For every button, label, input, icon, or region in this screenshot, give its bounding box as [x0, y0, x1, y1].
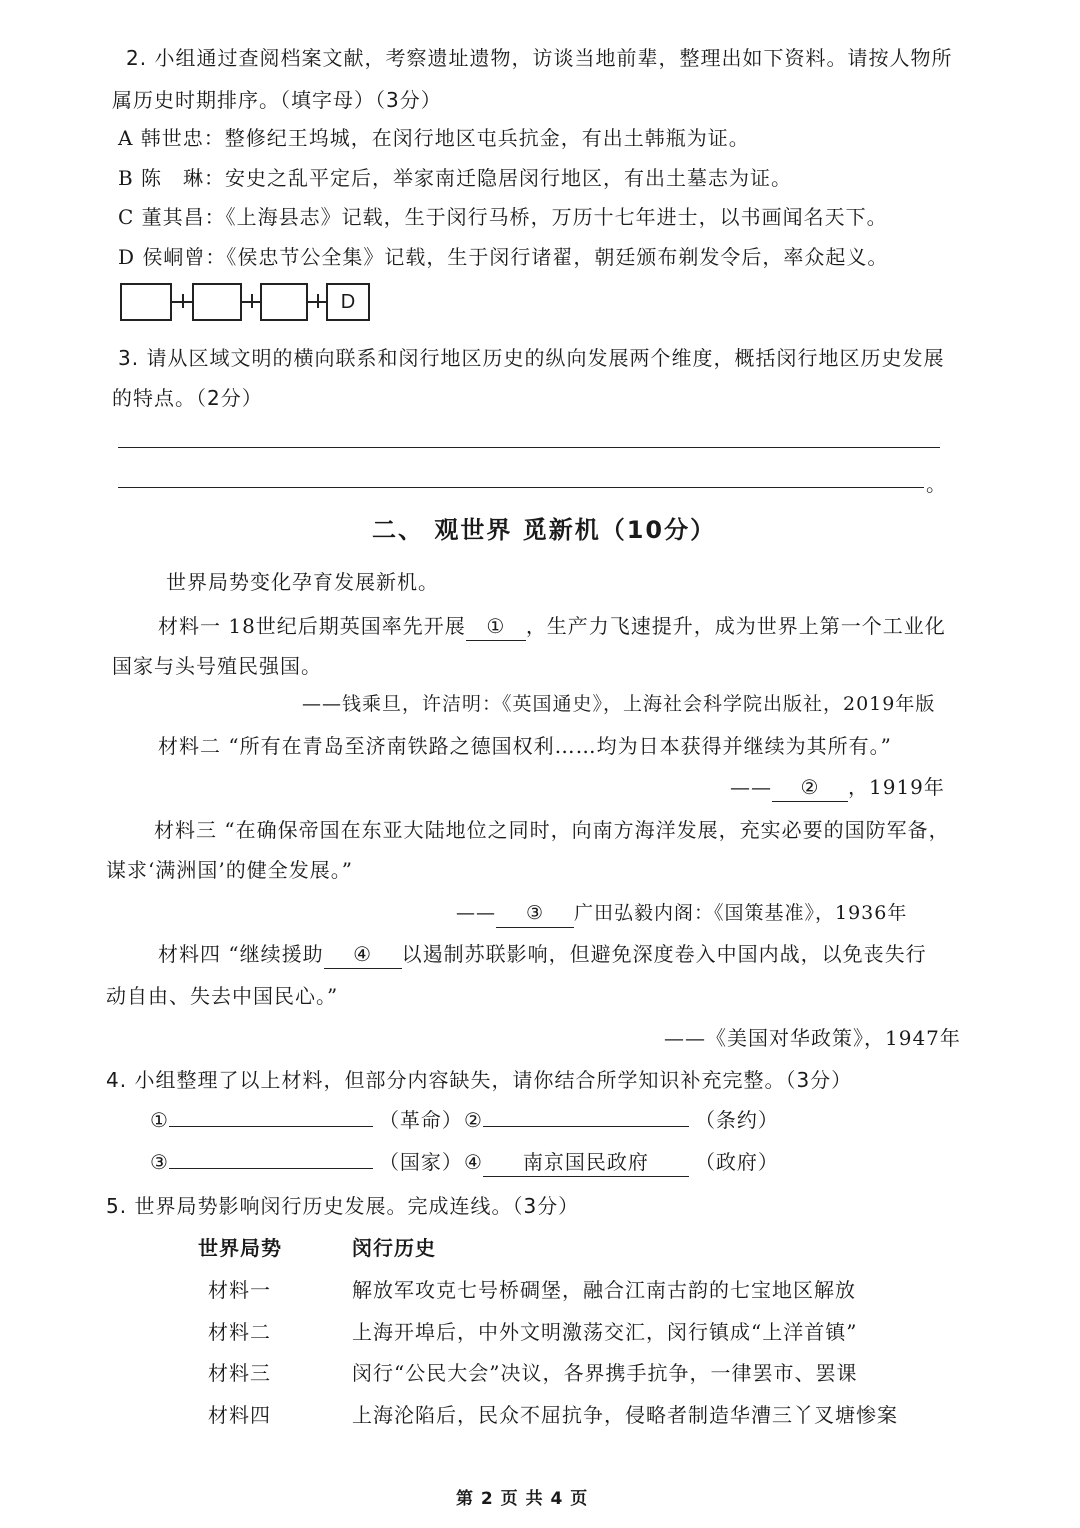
- q5-left-item[interactable]: 材料二: [208, 1320, 271, 1344]
- material-1-line1: 材料一 18世纪后期英国率先开展 ① ，生产力飞速提升，成为世界上第一个工业化: [158, 612, 946, 641]
- material-3-source: —— ③ 广田弘毅内阁：《国策基准》，1936年: [456, 899, 907, 928]
- q5-right-item[interactable]: 上海沦陷后，民众不屈抗争，侵略者制造华漕三丫叉塘惨案: [352, 1403, 898, 1427]
- material-4-line2: 动自由、失去中国民心。”: [106, 984, 339, 1008]
- material-3-line1: 材料三 “在确保帝国在东亚大陆地位之同时，向南方海洋发展，充实必要的国防军备，: [154, 818, 950, 842]
- q3-end-mark: 。: [926, 472, 947, 496]
- q2-item-a: A 韩世忠：整修纪王坞城，在闵行地区屯兵抗金，有出土韩瓶为证。: [118, 126, 750, 150]
- material-2-source: —— ② ，1919年: [730, 773, 945, 802]
- q3-line2: 的特点。（2分）: [112, 386, 263, 410]
- q4-answer-2: ② （条约）: [464, 1108, 779, 1132]
- blank-1: ①: [466, 612, 526, 641]
- order-box-3[interactable]: [260, 283, 308, 321]
- page-number: 第 2 页 共 4 页: [456, 1489, 589, 1509]
- section-intro: 世界局势变化孕育发展新机。: [166, 570, 439, 594]
- material-4-line1: 材料四 “继续援助 ④ 以遏制苏联影响，但避免深度卷入中国内战，以免丧失行: [158, 940, 927, 969]
- order-box-2[interactable]: [192, 283, 242, 321]
- q5-right-header: 闵行历史: [352, 1236, 436, 1260]
- q5-question: 5. 世界局势影响闵行历史发展。完成连线。（3分）: [106, 1194, 580, 1218]
- order-box-4[interactable]: D: [326, 283, 370, 321]
- q2-item-b: B 陈 琳：安史之乱平定后，举家南迁隐居闵行地区，有出土墓志为证。: [118, 166, 793, 190]
- material-4-source: ——《美国对华政策》，1947年: [664, 1026, 961, 1050]
- connector-tick: [317, 294, 319, 308]
- q5-left-item[interactable]: 材料一: [208, 1278, 271, 1302]
- q4-question: 4. 小组整理了以上材料，但部分内容缺失，请你结合所学知识补充完整。（3分）: [106, 1068, 853, 1092]
- q4-answer-3: ③ （国家）: [150, 1150, 463, 1174]
- material-1-source: ——钱乘旦，许洁明：《英国通史》，上海社会科学院出版社，2019年版: [302, 693, 936, 715]
- material-2-text: 材料二 “所有在青岛至济南铁路之德国权利……均为日本获得并继续为其所有。”: [158, 734, 892, 758]
- q3-line1: 3. 请从区域文明的横向联系和闵行地区历史的纵向发展两个维度，概括闵行地区历史发展: [118, 346, 945, 370]
- connector-tick: [251, 294, 253, 308]
- q4-input-2[interactable]: [483, 1126, 689, 1127]
- material-3-line2: 谋求‘满洲国’的健全发展。”: [106, 858, 353, 882]
- q5-left-item[interactable]: 材料四: [208, 1403, 271, 1427]
- q5-right-item[interactable]: 闵行“公民大会”决议，各界携手抗争，一律罢市、罢课: [352, 1361, 858, 1385]
- blank-4: ④: [324, 940, 402, 969]
- q2-line1: 2. 小组通过查阅档案文献，考察遗址遗物，访谈当地前辈，整理出如下资料。请按人物所: [126, 46, 953, 70]
- connector-tick: [182, 294, 184, 308]
- answer-line-1[interactable]: [118, 447, 940, 448]
- q2-item-c: C 董其昌：《上海县志》记载，生于闵行马桥，万历十七年进士，以书画闻名天下。: [118, 205, 888, 229]
- blank-3: ③: [496, 899, 574, 928]
- q2-item-d: D 侯峒曾：《侯忠节公全集》记载，生于闵行诸翟，朝廷颁布剃发令后，率众起义。: [118, 245, 889, 269]
- blank-2: ②: [772, 773, 848, 802]
- q2-line2: 属历史时期排序。（填字母）（3分）: [112, 88, 442, 112]
- q4-answer-1: ① （革命）: [150, 1108, 463, 1132]
- q5-left-header: 世界局势: [198, 1236, 282, 1260]
- order-box-1[interactable]: [120, 283, 172, 321]
- section-title: 二、 观世界 觅新机（10分）: [372, 516, 717, 544]
- q5-left-item[interactable]: 材料三: [208, 1361, 271, 1385]
- q4-input-3[interactable]: [169, 1168, 373, 1169]
- q4-input-4[interactable]: 南京国民政府: [483, 1148, 689, 1177]
- answer-line-2[interactable]: [118, 487, 924, 488]
- q4-answer-4: ④ 南京国民政府 （政府）: [464, 1148, 779, 1177]
- material-1-line2: 国家与头号殖民强国。: [112, 654, 322, 678]
- q4-input-1[interactable]: [169, 1126, 373, 1127]
- q5-right-item[interactable]: 上海开埠后，中外文明激荡交汇，闵行镇成“上洋首镇”: [352, 1320, 858, 1344]
- q5-right-item[interactable]: 解放军攻克七号桥碉堡，融合江南古韵的七宝地区解放: [352, 1278, 856, 1302]
